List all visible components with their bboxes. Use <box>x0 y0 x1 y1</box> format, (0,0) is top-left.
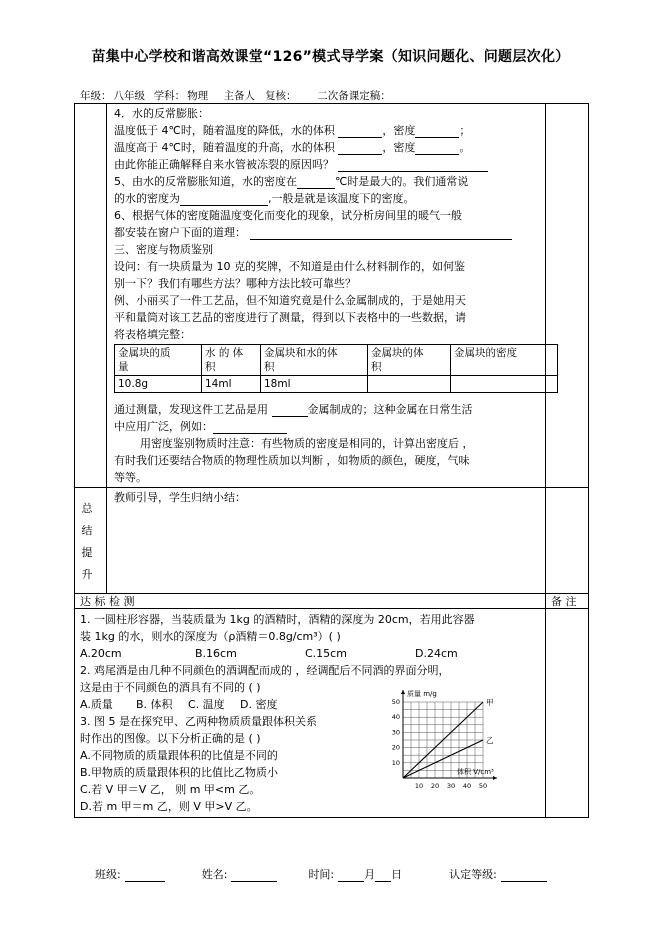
q2-options <box>80 697 277 712</box>
x-tick-label: 30 <box>446 782 456 790</box>
y-tick-label: 10 <box>391 758 400 767</box>
mass-volume-chart <box>385 684 535 796</box>
q2-line2: 这是由于不同颜色的酒具有不同的 ( ) <box>80 681 261 694</box>
q2-option[interactable]: D. 密度 <box>240 698 278 711</box>
table-header-cell <box>451 345 558 376</box>
summary-side-char: 提 <box>81 546 93 559</box>
section-3-heading: 三、密度与物质鉴别 <box>114 243 213 256</box>
month-blank[interactable] <box>338 869 364 882</box>
item-5-text-b: ℃时是最大的。我们通常说 <box>335 175 469 188</box>
blank-low-volume[interactable] <box>338 125 382 138</box>
q3-option-c[interactable]: C.若 V 甲＝V 乙， 则 m 甲<m 乙。 <box>80 783 261 796</box>
cell-total-volume: 18ml <box>261 376 368 393</box>
item-6-text-b: 都安装在窗户下面的道理： <box>114 226 246 239</box>
measure-line2 <box>114 419 287 434</box>
header-text: 金属块和水的体 <box>264 347 338 359</box>
y-tick-label: 40 <box>391 713 400 722</box>
footer <box>95 866 547 882</box>
header-text: 积 <box>205 361 216 373</box>
x-tick-label: 10 <box>414 782 424 790</box>
day-label: 日 <box>391 868 403 881</box>
measure-text-c: 中应用广泛，例如： <box>114 420 213 433</box>
header-text: 水 的 体 <box>205 347 244 359</box>
q2-option[interactable]: B. 体积 <box>136 698 173 711</box>
test-heading: 达 标 检 测 <box>80 595 135 608</box>
review-label: 复核： <box>265 90 297 102</box>
q1-option[interactable]: A.20cm <box>80 647 122 660</box>
pipe-question-text: 由此你能正确解释自来水管被冻裂的原因吗？ <box>114 158 334 171</box>
measurement-table <box>114 344 558 393</box>
item-6-line2 <box>114 225 512 240</box>
line-low-text-b: ，密度 <box>382 124 416 137</box>
name-blank[interactable] <box>231 869 277 882</box>
blank-metal-type[interactable] <box>272 404 308 417</box>
summary-side-char: 升 <box>81 568 93 581</box>
measure-line1 <box>114 402 473 417</box>
header-text: 积 <box>264 361 275 373</box>
right-col-divider <box>545 103 546 818</box>
item-5-text-d: ,一般是就是该温度下的密度。 <box>268 192 415 205</box>
time-label: 时间: <box>308 868 335 881</box>
line-high-text-a: 温度高于 4℃时，随着温度的升高，水的体积 <box>114 141 335 154</box>
measure-text-a: 通过测量，发现这件工艺品是用 <box>114 403 268 416</box>
q3-line1: 3. 图 5 是在探究甲、乙两种物质质量跟体积关系 <box>80 715 317 728</box>
example-line1: 例、小丽买了一件工艺品，但不知道究竟是什么金属制成的，于是她用天 <box>114 294 466 307</box>
header-text: 金属块的体 <box>371 347 424 359</box>
note-line3: 等等。 <box>114 471 147 484</box>
class-label: 班级: <box>95 868 121 881</box>
line-low-temp <box>114 123 470 138</box>
grade-value: 八年级 <box>113 90 145 102</box>
y-axis-label: 质量 m/g <box>407 690 437 698</box>
q1-option[interactable]: C.15cm <box>305 647 347 660</box>
line-low-text-a: 温度低于 4℃时，随着温度的降低，水的体积 <box>114 124 335 137</box>
cell-water-volume: 14ml <box>202 376 261 393</box>
header-meta <box>80 88 443 104</box>
q1-options <box>80 646 458 661</box>
blank-high-volume[interactable] <box>338 142 382 155</box>
left-col-divider <box>106 103 107 593</box>
x-tick-label: 40 <box>462 782 472 790</box>
header-text: 金属块的质 <box>118 347 171 359</box>
q2-line1: 2. 鸡尾酒是由几种不同颜色的酒调配而成的 ，经调配后不同酒的界面分明， <box>80 664 450 677</box>
subject-label: 学科： <box>153 90 186 102</box>
row-divider-test <box>74 593 589 594</box>
blank-water-density[interactable] <box>180 193 268 206</box>
table-header-row <box>115 345 558 376</box>
cell-mass: 10.8g <box>115 376 202 393</box>
measure-text-b: 金属制成的；这种金属在日常生活 <box>307 403 473 416</box>
y-tick-label: 20 <box>391 743 400 752</box>
q2-option[interactable]: A.质量 <box>80 698 113 711</box>
table-header-cell <box>202 345 261 376</box>
line-low-text-c: ； <box>459 124 471 137</box>
question-line1: 设问：有一块质量为 10 克的奖牌，不知道是由什么材料制作的，如何鉴 <box>114 260 465 273</box>
remark-heading: 备 注 <box>551 595 577 608</box>
subject-value: 物理 <box>187 90 209 102</box>
name-label: 姓名: <box>201 868 228 881</box>
table-row <box>115 376 558 393</box>
item-6-line1: 6、根据气体的密度随温度变化而变化的现象，试分析房间里的暖气一般 <box>114 209 462 222</box>
page-title: 苗集中心学校和谐高效课堂“126”模式导学案（知识问题化、问题层次化） <box>91 49 570 65</box>
item-5-text-c: 的水的密度为 <box>114 192 180 205</box>
class-blank[interactable] <box>125 869 165 882</box>
row-divider-test-body <box>74 608 589 609</box>
item-5-line2 <box>114 191 415 206</box>
y-tick-label: 30 <box>391 728 400 737</box>
q2-option[interactable]: C. 温度 <box>188 698 225 711</box>
blank-heater-reason[interactable] <box>250 227 512 240</box>
example-line2: 平和量筒对该工艺品的密度进行了测量，得到以下表格中的一些数据，请 <box>114 311 466 324</box>
item-5-text-a: 5、由水的反常膨胀知道，水的密度在 <box>114 175 297 188</box>
level-label: 认定等级: <box>449 868 497 881</box>
item-4-heading: 4．水的反常膨胀： <box>114 107 209 120</box>
example-line3: 将表格填完整： <box>114 328 191 341</box>
x-tick-label: 50 <box>478 782 488 790</box>
blank-max-temp[interactable] <box>297 176 335 189</box>
line-high-text-b: ，密度 <box>382 141 416 154</box>
pipe-question <box>114 157 488 172</box>
blank-low-density[interactable] <box>415 125 459 138</box>
q1-option[interactable]: B.16cm <box>195 647 237 660</box>
summary-side-char: 总 <box>81 502 93 515</box>
line-high-temp <box>114 140 470 155</box>
table-header-cell <box>368 345 451 376</box>
month-label: 月 <box>364 868 376 881</box>
preparer-label: 主备人 <box>223 90 256 102</box>
x-axis-label: 体积 V/cm³ <box>457 768 494 776</box>
header-text: 积 <box>371 361 382 373</box>
note-line1: 用密度鉴别物质时注意：有些物质的密度是相同的，计算出密度后 ， <box>140 437 474 450</box>
header-text: 量 <box>118 361 129 373</box>
y-tick-label: 50 <box>391 698 400 706</box>
cell-metal-density[interactable] <box>451 376 558 393</box>
summary-text: 教师引导，学生归纳小结： <box>114 491 246 504</box>
blank-example-use[interactable] <box>213 421 287 434</box>
blank-high-density[interactable] <box>415 142 459 155</box>
q1-line2: 装 1kg 的水，则水的深度为（ρ酒精＝0.8g/cm³）( ) <box>80 630 341 643</box>
table-header-cell <box>261 345 368 376</box>
table-header-cell <box>115 345 202 376</box>
y-axis-arrow <box>401 690 405 694</box>
summary-side-char: 结 <box>81 524 93 537</box>
note-line2: 有时我们还要结合物质的物理性质加以判断 ，如物质的颜色，硬度，气味 <box>114 454 470 467</box>
question-line2: 别一下？我们有哪些方法？哪种方法比较可靠些？ <box>114 277 356 290</box>
q1-option[interactable]: D.24cm <box>415 647 458 660</box>
cell-metal-volume[interactable] <box>368 376 451 393</box>
header-text: 金属块的密度 <box>454 347 517 359</box>
blank-pipe-answer[interactable] <box>338 159 488 172</box>
q3-option-d[interactable]: D.若 m 甲＝m 乙，则 V 甲>V 乙。 <box>80 800 258 813</box>
series-label: 甲 <box>486 698 494 707</box>
item-5-line1 <box>114 174 468 189</box>
q3-option-a[interactable]: A.不同物质的质量跟体积的比值是不同的 <box>80 749 278 762</box>
q3-line2: 时作出的图像。以下分析正确的是 ( ) <box>80 732 261 745</box>
q1-line1: 1. 一圆柱形容器，当装质量为 1kg 的酒精时，酒精的深度为 20cm，若用此容器 <box>80 613 475 626</box>
x-axis-arrow <box>493 776 497 780</box>
day-blank[interactable] <box>375 869 391 882</box>
second-prep-label: 二次备课定稿： <box>317 90 391 102</box>
series-label: 乙 <box>486 736 494 745</box>
q3-option-b[interactable]: B.甲物质的质量跟体积的比值比乙物质小 <box>80 766 279 779</box>
line-high-text-c: 。 <box>459 141 471 154</box>
row-divider-summary <box>74 487 589 488</box>
x-tick-label: 20 <box>430 782 440 790</box>
level-blank[interactable] <box>501 869 547 882</box>
grade-label: 年级： <box>80 90 112 102</box>
